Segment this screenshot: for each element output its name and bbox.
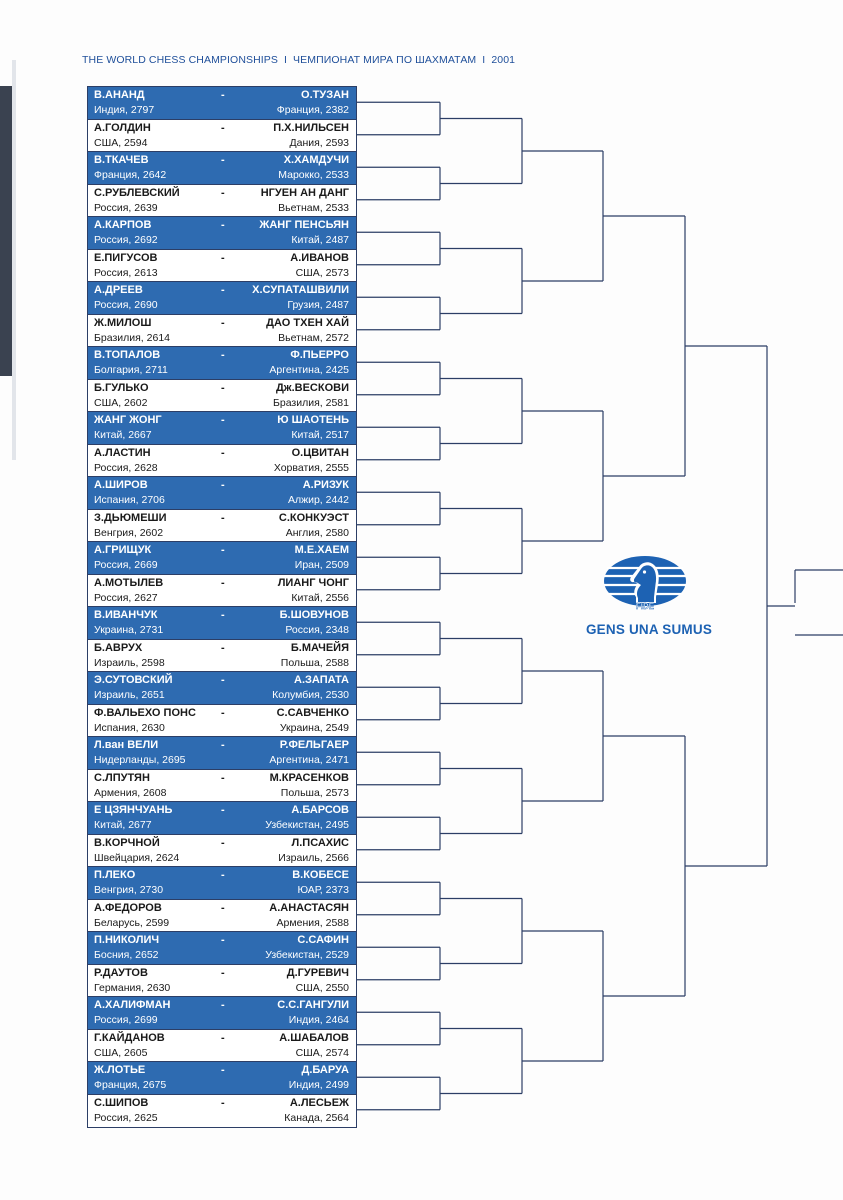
player1-name: Л.ван ВЕЛИ — [94, 739, 159, 751]
player2-name: М.Е.ХАЕМ — [294, 544, 349, 556]
player1-name: А.ГОЛДИН — [94, 121, 151, 134]
match-dash: - — [221, 739, 225, 751]
match-dash: - — [221, 511, 225, 524]
match-row — [88, 802, 356, 835]
player1-info: Испания, 2706 — [94, 494, 165, 506]
player1-info: Россия, 2627 — [94, 591, 158, 604]
player2-info: Узбекистан, 2529 — [265, 949, 349, 961]
match-dash: - — [221, 414, 225, 426]
player1-name: Б.АВРУХ — [94, 641, 143, 654]
player2-info: Грузия, 2487 — [287, 299, 349, 311]
match-row — [88, 152, 356, 185]
match-row — [88, 250, 356, 283]
player1-info: США, 2594 — [94, 136, 148, 149]
player2-info: Аргентина, 2425 — [269, 364, 349, 376]
player1-info: Испания, 2630 — [94, 721, 165, 734]
player2-info: ЮАР, 2373 — [297, 884, 349, 896]
player1-name: Г.КАЙДАНОВ — [94, 1031, 165, 1044]
match-row — [88, 737, 356, 770]
match-dash: - — [221, 804, 225, 816]
player2-info: Китай, 2517 — [291, 429, 349, 441]
player1-name: Е ЦЗЯНЧУАНЬ — [94, 804, 173, 816]
player1-info: Венгрия, 2730 — [94, 884, 164, 896]
match-row — [88, 217, 356, 250]
match-row — [88, 575, 356, 608]
player2-name: О.ЦВИТАН — [291, 446, 349, 459]
player2-name: А.БАРСОВ — [291, 804, 349, 816]
player1-name: Р.ДАУТОВ — [94, 966, 148, 979]
match-dash: - — [221, 1064, 225, 1076]
match-row — [88, 965, 356, 998]
match-row — [88, 282, 356, 315]
player1-info: Босния, 2652 — [94, 949, 159, 961]
match-dash: - — [221, 641, 225, 654]
player1-name: С.РУБЛЕВСКИЙ — [94, 186, 180, 199]
match-dash: - — [221, 284, 225, 296]
match-dash: - — [221, 966, 225, 979]
match-row — [88, 835, 356, 868]
match-row — [88, 1062, 356, 1095]
header-separator: I — [284, 54, 288, 66]
player2-name: Д.БАРУА — [301, 1064, 349, 1076]
player2-name: А.РИЗУК — [302, 479, 349, 491]
match-row — [88, 672, 356, 705]
match-dash: - — [221, 544, 225, 556]
match-row — [88, 315, 356, 348]
player2-name: М.КРАСЕНКОВ — [269, 771, 349, 784]
match-row — [88, 380, 356, 413]
player1-name: Б.ГУЛЬКО — [94, 381, 149, 394]
player1-info: Россия, 2669 — [94, 559, 158, 571]
player1-name: Ж.МИЛОШ — [94, 316, 152, 329]
player2-info: Аргентина, 2471 — [269, 754, 349, 766]
match-dash: - — [221, 836, 225, 849]
match-row — [88, 997, 356, 1030]
player2-name: О.ТУЗАН — [301, 89, 349, 101]
fide-logo — [603, 555, 687, 611]
header-year: 2001 — [491, 54, 516, 66]
player2-name: Ф.ПЬЕРРО — [290, 349, 349, 361]
player1-name: А.ДРЕЕВ — [94, 284, 143, 296]
player2-info: Бразилия, 2581 — [272, 396, 349, 409]
player2-name: А.ИВАНОВ — [290, 251, 349, 264]
match-row — [88, 510, 356, 543]
match-dash: - — [221, 901, 225, 914]
player1-info: Германия, 2630 — [94, 981, 171, 994]
player1-info: Швейцария, 2624 — [94, 851, 180, 864]
player1-name: ЖАНГ ЖОНГ — [94, 414, 162, 426]
player1-info: Израиль, 2651 — [94, 689, 165, 701]
player2-info: Индия, 2464 — [288, 1014, 349, 1026]
player2-info: Китай, 2487 — [291, 234, 349, 246]
player1-info: Россия, 2625 — [94, 1111, 158, 1124]
player1-info: Россия, 2699 — [94, 1014, 158, 1026]
player1-name: А.ШИРОВ — [94, 479, 148, 491]
player2-name: Д.ГУРЕВИЧ — [286, 966, 349, 979]
player1-name: В.ТКАЧЕВ — [94, 154, 149, 166]
player2-name: НГУЕН АН ДАНГ — [260, 186, 349, 199]
player1-info: Россия, 2628 — [94, 461, 158, 474]
player1-info: Венгрия, 2602 — [94, 526, 164, 539]
match-dash: - — [221, 999, 225, 1011]
match-row — [88, 347, 356, 380]
player1-info: Израиль, 2598 — [94, 656, 165, 669]
player2-info: Польша, 2573 — [280, 786, 349, 799]
player2-name: П.Х.НИЛЬСЕН — [273, 121, 349, 134]
header-title-en: THE WORLD CHESS CHAMPIONSHIPS — [82, 54, 279, 66]
match-row — [88, 900, 356, 933]
player2-info: Китай, 2556 — [291, 591, 349, 604]
player2-info: Польша, 2588 — [280, 656, 349, 669]
player2-info: Колумбия, 2530 — [272, 689, 349, 701]
player2-info: США, 2550 — [295, 981, 349, 994]
player1-info: Нидерланды, 2695 — [94, 754, 186, 766]
player2-info: Франция, 2382 — [276, 104, 349, 116]
player1-info: Китай, 2667 — [94, 429, 152, 441]
player2-name: А.ЛЕСЬЕЖ — [289, 1096, 349, 1109]
player1-info: Франция, 2642 — [94, 169, 167, 181]
match-row — [88, 542, 356, 575]
player1-info: США, 2605 — [94, 1046, 148, 1059]
match-row — [88, 87, 356, 120]
player2-info: Россия, 2348 — [285, 624, 349, 636]
match-row — [88, 445, 356, 478]
player2-name: Дж.ВЕСКОВИ — [275, 381, 349, 394]
match-dash: - — [221, 706, 225, 719]
player1-name: Э.СУТОВСКИЙ — [94, 674, 173, 686]
player1-info: Россия, 2690 — [94, 299, 158, 311]
match-row — [88, 412, 356, 445]
player1-info: Китай, 2677 — [94, 819, 152, 831]
match-row — [88, 477, 356, 510]
match-dash: - — [221, 316, 225, 329]
match-row — [88, 867, 356, 900]
player2-name: Ю ШАОТЕНЬ — [277, 414, 349, 426]
match-row — [88, 1030, 356, 1063]
player1-name: Ф.ВАЛЬЕХО ПОНС — [94, 706, 196, 719]
player1-info: США, 2602 — [94, 396, 148, 409]
match-row — [88, 1095, 356, 1128]
player1-name: А.ФЕДОРОВ — [94, 901, 162, 914]
player2-name: Х.ХАМДУЧИ — [283, 154, 349, 166]
player2-info: Индия, 2499 — [288, 1079, 349, 1091]
player1-name: В.ИВАНЧУК — [94, 609, 158, 621]
match-dash: - — [221, 609, 225, 621]
player1-info: Россия, 2692 — [94, 234, 158, 246]
match-dash: - — [221, 219, 225, 231]
player2-name: С.САВЧЕНКО — [276, 706, 349, 719]
match-dash: - — [221, 934, 225, 946]
player1-name: В.ТОПАЛОВ — [94, 349, 161, 361]
match-dash: - — [221, 446, 225, 459]
player2-info: Иран, 2509 — [294, 559, 349, 571]
player1-name: Е.ПИГУСОВ — [94, 251, 158, 264]
player2-info: США, 2574 — [295, 1046, 349, 1059]
player1-info: Беларусь, 2599 — [94, 916, 170, 929]
player1-name: П.НИКОЛИЧ — [94, 934, 160, 946]
player1-info: Россия, 2639 — [94, 201, 158, 214]
player2-name: Л.ПСАХИС — [291, 836, 349, 849]
player1-info: Болгария, 2711 — [94, 364, 168, 376]
player1-name: А.ЛАСТИН — [94, 446, 151, 459]
player1-info: Украина, 2731 — [94, 624, 164, 636]
match-dash: - — [221, 121, 225, 134]
player2-name: А.ЗАПАТА — [294, 674, 349, 686]
player1-info: Франция, 2675 — [94, 1079, 167, 1091]
player1-name: А.ХАЛИФМАН — [94, 999, 171, 1011]
match-dash: - — [221, 479, 225, 491]
player2-info: Израиль, 2566 — [278, 851, 349, 864]
match-dash: - — [221, 186, 225, 199]
player1-info: Бразилия, 2614 — [94, 331, 171, 344]
player2-name: Б.МАЧЕЙЯ — [290, 641, 349, 654]
player2-info: Армения, 2588 — [276, 916, 349, 929]
player2-name: С.С.ГАНГУЛИ — [277, 999, 349, 1011]
player2-name: С.КОНКУЭСТ — [278, 511, 349, 524]
player2-info: Англия, 2580 — [285, 526, 349, 539]
player2-name: ЖАНГ ПЕНСЬЯН — [259, 219, 349, 231]
player2-name: ДАО ТХЕН ХАЙ — [266, 316, 349, 329]
player2-name: С.САФИН — [297, 934, 349, 946]
player1-name: А.МОТЫЛЕВ — [94, 576, 164, 589]
player2-info: Вьетнам, 2572 — [278, 331, 349, 344]
match-dash: - — [221, 771, 225, 784]
chess-knight-globe-icon — [604, 556, 686, 606]
player2-name: Х.СУПАТАШВИЛИ — [252, 284, 349, 296]
player2-name: В.КОБЕСЕ — [292, 869, 349, 881]
fide-logo-text: FIDE — [635, 602, 655, 611]
player2-info: Узбекистан, 2495 — [265, 819, 349, 831]
player1-info: Россия, 2613 — [94, 266, 158, 279]
player1-info: Индия, 2797 — [94, 104, 155, 116]
player1-name: Ж.ЛОТЬЕ — [94, 1064, 146, 1076]
player2-info: Хорватия, 2555 — [273, 461, 349, 474]
header-separator: I — [482, 54, 486, 66]
match-dash: - — [221, 89, 225, 101]
match-dash: - — [221, 674, 225, 686]
match-row — [88, 185, 356, 218]
match-row — [88, 770, 356, 803]
player1-info: Армения, 2608 — [94, 786, 167, 799]
player1-name: З.ДЬЮМЕШИ — [94, 511, 167, 524]
player1-name: В.КОРЧНОЙ — [94, 836, 160, 849]
player2-info: Украина, 2549 — [279, 721, 349, 734]
player1-name: А.КАРПОВ — [94, 219, 152, 231]
match-row — [88, 607, 356, 640]
player2-name: Р.ФЕЛЬГАЕР — [279, 739, 349, 751]
player1-name: В.АНАНД — [94, 89, 145, 101]
fide-motto: GENS UNA SUMUS — [585, 622, 713, 637]
player2-info: Алжир, 2442 — [287, 494, 349, 506]
player1-name: С.ЛПУТЯН — [94, 771, 150, 784]
header-title-ru: ЧЕМПИОНАТ МИРА ПО ШАХМАТАМ — [293, 54, 477, 66]
player2-name: Б.ШОВУНОВ — [279, 609, 349, 621]
match-dash: - — [221, 154, 225, 166]
match-dash: - — [221, 576, 225, 589]
player2-name: А.ШАБАЛОВ — [279, 1031, 349, 1044]
player1-name: С.ШИПОВ — [94, 1096, 149, 1109]
match-dash: - — [221, 869, 225, 881]
match-dash: - — [221, 381, 225, 394]
player2-info: Канада, 2564 — [284, 1111, 349, 1124]
match-dash: - — [221, 1096, 225, 1109]
player2-info: США, 2573 — [295, 266, 349, 279]
match-row — [88, 120, 356, 153]
player2-info: Вьетнам, 2533 — [278, 201, 349, 214]
player1-name: А.ГРИЩУК — [94, 544, 152, 556]
match-dash: - — [221, 251, 225, 264]
player2-name: ЛИАНГ ЧОНГ — [277, 576, 349, 589]
match-dash: - — [221, 1031, 225, 1044]
player1-name: П.ЛЕКО — [94, 869, 136, 881]
match-row — [88, 705, 356, 738]
match-dash: - — [221, 349, 225, 361]
player2-info: Марокко, 2533 — [278, 169, 349, 181]
match-row — [88, 640, 356, 673]
match-row — [88, 932, 356, 965]
player2-name: А.АНАСТАСЯН — [269, 901, 349, 914]
match-table — [87, 86, 357, 1128]
player2-info: Дания, 2593 — [289, 136, 349, 149]
